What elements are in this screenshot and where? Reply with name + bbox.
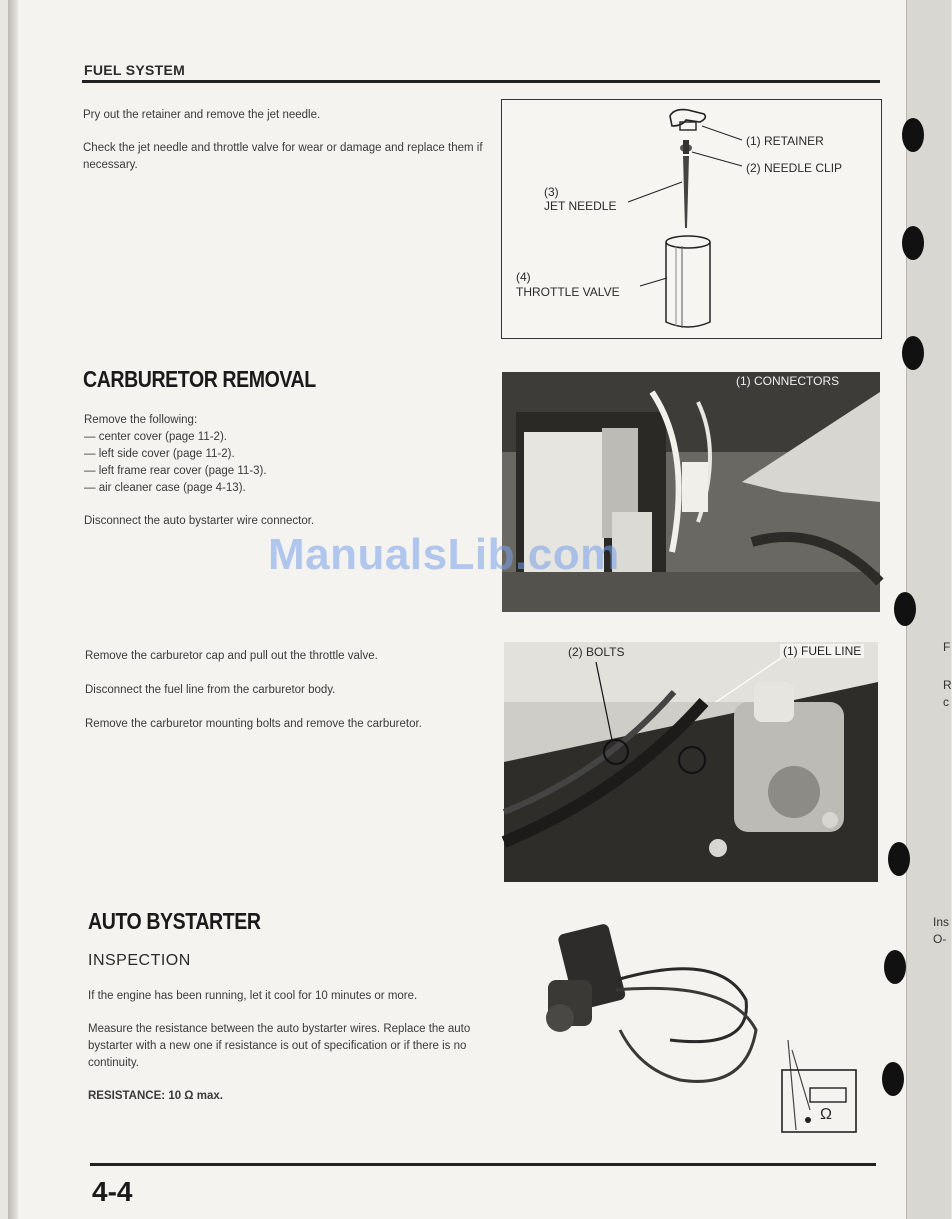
binder-hole [894,592,916,626]
auto-bystarter-heading: AUTO BYSTARTER [88,908,261,934]
carburetor-removal-text [84,412,489,530]
header-rule [82,80,880,83]
adjacent-page-text: R [943,678,952,692]
jet-needle-diagram [501,99,882,339]
paragraph: Disconnect the fuel line from the carburetor body. [85,684,336,696]
throttle-valve-label: THROTTLE VALVE [516,285,620,299]
paragraph: Measure the resistance between the auto bystarter wires. Replace the auto bystarter with a new one if resistance is out of specification or if there is no continuity. [88,1023,471,1069]
retainer-label: (1) RETAINER [746,134,824,148]
carburetor-steps-text [85,648,490,733]
throttle-valve-label-number: (4) [516,270,531,284]
ohm-meter-symbol: Ω [820,1106,832,1123]
binder-hole [882,1062,904,1096]
list-item: — air cleaner case (page 4-13). [84,482,246,494]
inspection-subheading: INSPECTION [88,952,191,969]
adjacent-page-text: O- [933,932,947,946]
carburetor-removal-heading: CARBURETOR REMOVAL [83,366,316,392]
needle-clip-label: (2) NEEDLE CLIP [746,161,843,175]
binder-hole [888,842,910,876]
page-binding-edge [8,0,18,1219]
paragraph: Remove the following: [84,414,198,426]
list-item: — center cover (page 11-2). [84,431,227,443]
paragraph: Disconnect the auto bystarter wire connector. [84,515,315,527]
bolts-label: (2) BOLTS [568,645,625,659]
paragraph: Remove the carburetor cap and pull out the throttle valve. [85,650,378,662]
jet-needle-text [83,107,488,174]
list-item: — left side cover (page 11-2). [84,448,235,460]
binder-hole [902,336,924,370]
carburetor-photo-drawing [504,642,878,882]
list-item: — left frame rear cover (page 11-3). [84,465,267,477]
removal-list [84,429,489,497]
paragraph: Remove the carburetor mounting bolts and remove the carburetor. [85,718,422,730]
binder-hole [902,226,924,260]
footer-rule [90,1163,876,1166]
auto-bystarter-figure [520,920,860,1140]
watermark: ManualsLib.com [268,530,620,579]
fuel-line-label: (1) FUEL LINE [780,644,864,658]
adjacent-page-text: Ins [933,915,950,929]
jet-needle-label: JET NEEDLE [544,199,617,213]
spec-label: RESISTANCE: [88,1090,166,1102]
section-header: FUEL SYSTEM [84,62,186,78]
page-number: 4-4 [92,1176,133,1207]
jet-needle-drawing [502,100,881,338]
binder-hole [884,950,906,984]
adjacent-page-text: c [943,695,949,709]
paragraph: Check the jet needle and throttle valve for wear or damage and replace them if necessary. [83,142,483,171]
paragraph: Pry out the retainer and remove the jet needle. [83,109,321,121]
paragraph: If the engine has been running, let it cool for 10 minutes or more. [88,990,418,1002]
connectors-label: (1) CONNECTORS [736,374,840,388]
auto-bystarter-text [88,988,490,1105]
jet-needle-label-number: (3) [544,185,559,199]
resistance-spec [88,1088,490,1105]
auto-bystarter-drawing [520,920,860,1140]
binder-hole [902,118,924,152]
spec-value: 10 Ω max. [168,1090,223,1102]
carburetor-photo [504,642,878,882]
adjacent-page-text: F [943,640,951,654]
